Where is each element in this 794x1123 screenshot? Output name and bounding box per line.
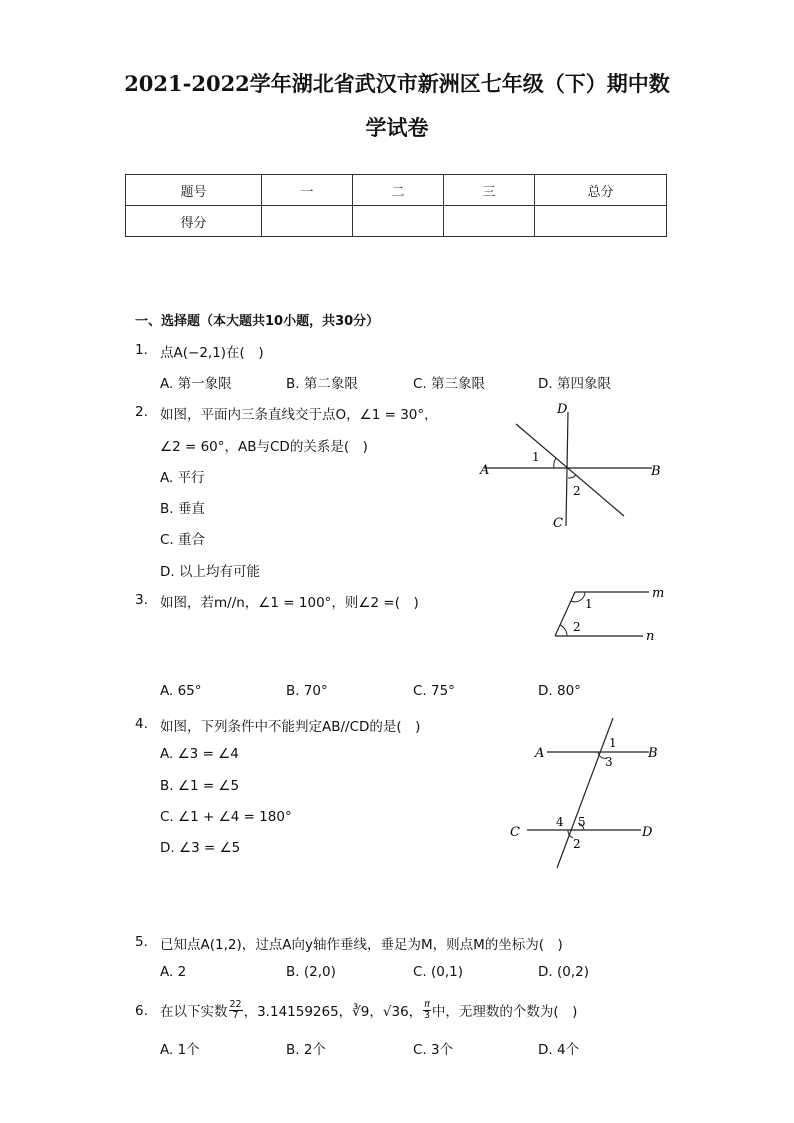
q5-option-b[interactable]: B. (2,0) — [286, 964, 336, 980]
question-4-text: 如图，下列条件中不能判定AB//CD的是( ) — [160, 719, 421, 735]
question-number: 6. — [135, 1003, 148, 1019]
q4-option-d[interactable]: D. ∠3 = ∠5 — [160, 840, 241, 856]
score-header-cell: 总分 — [535, 175, 667, 206]
q2-option-b[interactable]: B. 垂直 — [160, 501, 205, 517]
q4-option-b[interactable]: B. ∠1 = ∠5 — [160, 778, 240, 794]
score-row-label: 得分 — [126, 206, 262, 237]
label-angle-1: 1 — [532, 450, 540, 464]
q3-option-d[interactable]: D. 80° — [538, 683, 581, 699]
transversal — [557, 718, 613, 868]
q6-text-mid: ，3.14159265，∛9，√36， — [243, 1004, 423, 1020]
q1-option-b[interactable]: B. 第二象限 — [286, 376, 358, 392]
question-number: 3. — [135, 592, 148, 608]
q5-option-a[interactable]: A. 2 — [160, 964, 187, 980]
score-header-cell: 二 — [353, 175, 444, 206]
label-angle-2: 2 — [573, 620, 581, 634]
label-angle-5: 5 — [578, 815, 586, 829]
score-input-cell[interactable] — [353, 206, 444, 237]
question-6-text — [160, 996, 577, 1024]
angle-1-arc — [554, 458, 556, 468]
q5-option-d[interactable]: D. (0,2) — [538, 964, 589, 980]
q4-option-c[interactable]: C. ∠1 + ∠4 = 180° — [160, 809, 292, 825]
question-1-text: 点A(−2,1)在( ) — [160, 345, 264, 361]
fraction-numerator: 22 — [229, 998, 242, 1010]
q1-option-a[interactable]: A. 第一象限 — [160, 376, 232, 392]
q4-option-a[interactable]: A. ∠3 = ∠4 — [160, 746, 239, 762]
q4-figure — [505, 712, 665, 872]
question-5-text: 已知点A(1,2)，过点A向y轴作垂线，垂足为M，则点M的坐标为( ) — [160, 937, 563, 953]
q3-option-c[interactable]: C. 75° — [413, 683, 455, 699]
score-header-cell: 一 — [262, 175, 353, 206]
q3-figure — [545, 583, 675, 643]
line-cd — [566, 412, 568, 526]
label-angle-1: 1 — [609, 736, 617, 750]
q6-text-after: 中，无理数的个数为( ) — [431, 1004, 578, 1020]
score-header-cell: 三 — [444, 175, 535, 206]
q1-option-c[interactable]: C. 第三象限 — [413, 376, 486, 392]
q2-option-c[interactable]: C. 重合 — [160, 532, 206, 548]
line-diagonal — [516, 424, 624, 516]
label-angle-3: 3 — [605, 755, 613, 769]
page-title-line1: 2021-2022学年湖北省武汉市新洲区七年级（下）期中数 — [124, 71, 670, 96]
label-angle-2: 2 — [573, 837, 581, 851]
q2-option-a[interactable]: A. 平行 — [160, 470, 205, 486]
question-3-text: 如图，若m//n，∠1 = 100°，则∠2 =( ) — [160, 595, 419, 611]
angle-2-arc — [560, 625, 567, 636]
score-input-cell[interactable] — [444, 206, 535, 237]
q2-option-d[interactable]: D. 以上均有可能 — [160, 564, 260, 580]
section-heading: 一、选择题（本大题共10小题，共30分） — [135, 314, 380, 329]
label-d: D — [557, 402, 568, 417]
score-header-cell: 题号 — [126, 175, 262, 206]
label-c: C — [553, 516, 563, 531]
label-n: n — [646, 629, 655, 643]
q2-figure — [470, 398, 670, 533]
q6-option-d[interactable]: D. 4个 — [538, 1042, 580, 1058]
q6-option-c[interactable]: C. 3个 — [413, 1042, 454, 1058]
q6-text-before: 在以下实数 — [160, 1004, 228, 1020]
label-a: A — [480, 463, 490, 478]
label-c: C — [510, 825, 520, 840]
q3-option-b[interactable]: B. 70° — [286, 683, 328, 699]
question-number: 5. — [135, 934, 148, 950]
question-2-text-line1: 如图，平面内三条直线交于点O，∠1 = 30°， — [160, 407, 438, 423]
fraction-numerator: π — [424, 998, 430, 1010]
q5-option-c[interactable]: C. (0,1) — [413, 964, 464, 980]
question-2-text-line2: ∠2 = 60°，AB与CD的关系是( ) — [160, 439, 368, 455]
label-angle-1: 1 — [585, 597, 593, 611]
label-m: m — [652, 586, 665, 601]
score-table — [125, 174, 667, 237]
question-number: 2. — [135, 404, 148, 420]
label-angle-4: 4 — [556, 815, 564, 829]
q3-option-a[interactable]: A. 65° — [160, 683, 202, 699]
q6-option-b[interactable]: B. 2个 — [286, 1042, 326, 1058]
fraction-denominator: 7 — [232, 1009, 239, 1021]
label-b: B — [648, 746, 658, 761]
page-title-line2: 学试卷 — [365, 115, 429, 140]
fraction-pi-3 — [423, 1000, 431, 1021]
fraction-22-7 — [229, 1000, 243, 1021]
question-number: 1. — [135, 342, 148, 358]
q1-option-d[interactable]: D. 第四象限 — [538, 376, 611, 392]
fraction-denominator: 3 — [424, 1009, 431, 1021]
question-number: 4. — [135, 716, 148, 732]
angle-2-arc — [568, 475, 576, 478]
label-angle-2: 2 — [573, 484, 581, 498]
label-a: A — [535, 746, 545, 761]
score-input-cell[interactable] — [262, 206, 353, 237]
label-b: B — [651, 464, 661, 479]
q6-option-a[interactable]: A. 1个 — [160, 1042, 200, 1058]
score-table-header-row — [126, 175, 667, 206]
score-table-score-row — [126, 206, 667, 237]
score-input-cell[interactable] — [535, 206, 667, 237]
label-d: D — [642, 825, 653, 840]
